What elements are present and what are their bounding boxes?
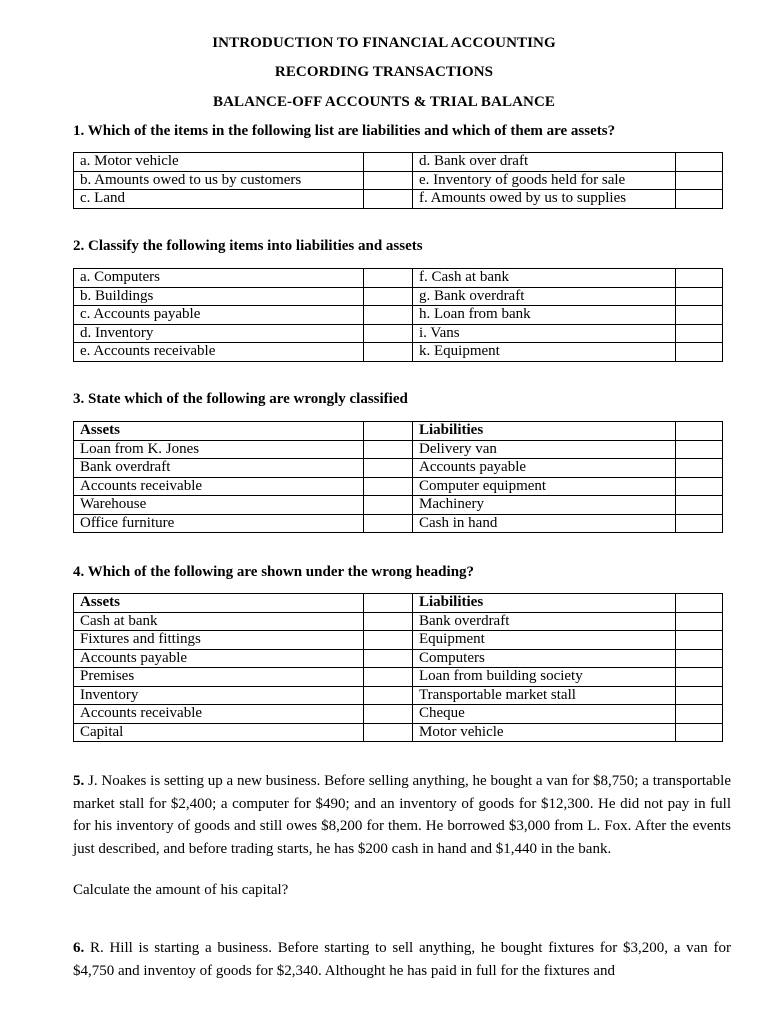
item-cell: h. Loan from bank (413, 306, 676, 325)
question-6-body: R. Hill is starting a business. Before starting to sell anything, he bought fixtures for $3,200, a van for $4,750 and inventoy of goods for $2,340. Althought he has paid in full for the fixtures and (73, 940, 731, 979)
table-row (74, 496, 723, 515)
answer-cell (364, 153, 413, 172)
answer-cell (676, 705, 723, 724)
question-4-heading: 4. Which of the following are shown under the wrong heading? (73, 564, 475, 580)
item-cell: Cheque (413, 705, 676, 724)
answer-cell (676, 514, 723, 533)
table-header-row (74, 594, 723, 613)
question-5-body: J. Noakes is setting up a new business. Before selling anything, he bought a van for $8,750; a transportable market stall for $2,400; a computer for $490; and an inventory of goods for $12,300. He did not pay in full for his inventory of goods and still owes $8,200 for them. He borrowed $3,000 from L. Fox. After the events just described, and before trading starts, he has $200 cash in hand and $1,440 in the bank. (73, 773, 731, 857)
item-cell: g. Bank overdraft (413, 287, 676, 306)
item-cell: Inventory (74, 686, 364, 705)
answer-cell (364, 496, 413, 515)
header-cell (676, 594, 723, 613)
answer-cell (676, 477, 723, 496)
table-row (74, 705, 723, 724)
item-cell: Computer equipment (413, 477, 676, 496)
question-2-table (73, 268, 723, 362)
item-cell: Accounts payable (74, 649, 364, 668)
item-cell: Accounts payable (413, 459, 676, 478)
item-cell: Delivery van (413, 440, 676, 459)
item-cell: a. Motor vehicle (74, 153, 364, 172)
answer-cell (364, 459, 413, 478)
answer-cell (676, 649, 723, 668)
answer-cell (364, 440, 413, 459)
item-cell: Bank overdraft (74, 459, 364, 478)
table-row (74, 459, 723, 478)
answer-cell (364, 171, 413, 190)
course-title: INTRODUCTION TO FINANCIAL ACCOUNTING (212, 35, 556, 51)
table-row (74, 306, 723, 325)
item-cell: Accounts receivable (74, 705, 364, 724)
question-6-number: 6. (73, 940, 85, 956)
header-cell: Liabilities (413, 422, 676, 441)
answer-cell (676, 287, 723, 306)
header-cell: Liabilities (413, 594, 676, 613)
answer-cell (364, 723, 413, 742)
item-cell: c. Land (74, 190, 364, 209)
item-cell: b. Amounts owed to us by customers (74, 171, 364, 190)
question-5-number: 5. (73, 773, 85, 789)
item-cell: d. Bank over draft (413, 153, 676, 172)
answer-cell (364, 343, 413, 362)
answer-cell (676, 631, 723, 650)
question-1-table (73, 152, 723, 209)
item-cell: Premises (74, 668, 364, 687)
table-row (74, 612, 723, 631)
answer-cell (676, 496, 723, 515)
item-cell: Warehouse (74, 496, 364, 515)
topic-title: RECORDING TRANSACTIONS (274, 64, 494, 80)
question-3-table (73, 421, 723, 533)
answer-cell (676, 171, 723, 190)
subtopic-title: BALANCE-OFF ACCOUNTS & TRIAL BALANCE (213, 94, 555, 110)
table-header-row (74, 422, 723, 441)
item-cell: e. Inventory of goods held for sale (413, 171, 676, 190)
table-row (74, 686, 723, 705)
table-row (74, 668, 723, 687)
answer-cell (364, 631, 413, 650)
table-row (74, 190, 723, 209)
item-cell: Cash in hand (413, 514, 676, 533)
answer-cell (364, 612, 413, 631)
answer-cell (676, 440, 723, 459)
answer-cell (364, 668, 413, 687)
item-cell: Computers (413, 649, 676, 668)
item-cell: e. Accounts receivable (74, 343, 364, 362)
question-4-table (73, 593, 723, 742)
answer-cell (676, 668, 723, 687)
answer-cell (676, 459, 723, 478)
answer-cell (364, 477, 413, 496)
question-5-prompt: Calculate the amount of his capital? (73, 882, 289, 898)
item-cell: a. Computers (74, 269, 364, 288)
item-cell: b. Buildings (74, 287, 364, 306)
question-1-heading: 1. Which of the items in the following list are liabilities and which of them are assets? (73, 123, 616, 139)
table-row (74, 343, 723, 362)
answer-cell (364, 306, 413, 325)
item-cell: Machinery (413, 496, 676, 515)
answer-cell (676, 153, 723, 172)
answer-cell (676, 190, 723, 209)
answer-cell (676, 324, 723, 343)
question-5-text (73, 770, 731, 860)
header-cell: Assets (74, 594, 364, 613)
question-3-heading: 3. State which of the following are wrongly classified (73, 391, 408, 407)
answer-cell (676, 723, 723, 742)
answer-cell (676, 612, 723, 631)
answer-cell (364, 190, 413, 209)
answer-cell (364, 649, 413, 668)
table-row (74, 440, 723, 459)
item-cell: Loan from K. Jones (74, 440, 364, 459)
table-row (74, 477, 723, 496)
answer-cell (364, 705, 413, 724)
item-cell: Loan from building society (413, 668, 676, 687)
item-cell: i. Vans (413, 324, 676, 343)
answer-cell (676, 686, 723, 705)
table-row (74, 324, 723, 343)
answer-cell (364, 514, 413, 533)
item-cell: Bank overdraft (413, 612, 676, 631)
item-cell: f. Cash at bank (413, 269, 676, 288)
header-cell (676, 422, 723, 441)
item-cell: Fixtures and fittings (74, 631, 364, 650)
item-cell: c. Accounts payable (74, 306, 364, 325)
item-cell: Transportable market stall (413, 686, 676, 705)
answer-cell (364, 686, 413, 705)
item-cell: Cash at bank (74, 612, 364, 631)
table-row (74, 723, 723, 742)
question-2-heading: 2. Classify the following items into liabilities and assets (73, 238, 423, 254)
item-cell: f. Amounts owed by us to supplies (413, 190, 676, 209)
header-cell (364, 594, 413, 613)
item-cell: d. Inventory (74, 324, 364, 343)
answer-cell (364, 269, 413, 288)
table-row (74, 153, 723, 172)
table-row (74, 514, 723, 533)
header-cell: Assets (74, 422, 364, 441)
answer-cell (676, 306, 723, 325)
answer-cell (364, 324, 413, 343)
header-cell (364, 422, 413, 441)
item-cell: Capital (74, 723, 364, 742)
table-row (74, 649, 723, 668)
item-cell: Accounts receivable (74, 477, 364, 496)
item-cell: k. Equipment (413, 343, 676, 362)
table-row (74, 171, 723, 190)
item-cell: Office furniture (74, 514, 364, 533)
answer-cell (364, 287, 413, 306)
answer-cell (676, 269, 723, 288)
table-row (74, 631, 723, 650)
table-row (74, 269, 723, 288)
answer-cell (676, 343, 723, 362)
table-row (74, 287, 723, 306)
question-6-text (73, 937, 731, 982)
item-cell: Equipment (413, 631, 676, 650)
item-cell: Motor vehicle (413, 723, 676, 742)
